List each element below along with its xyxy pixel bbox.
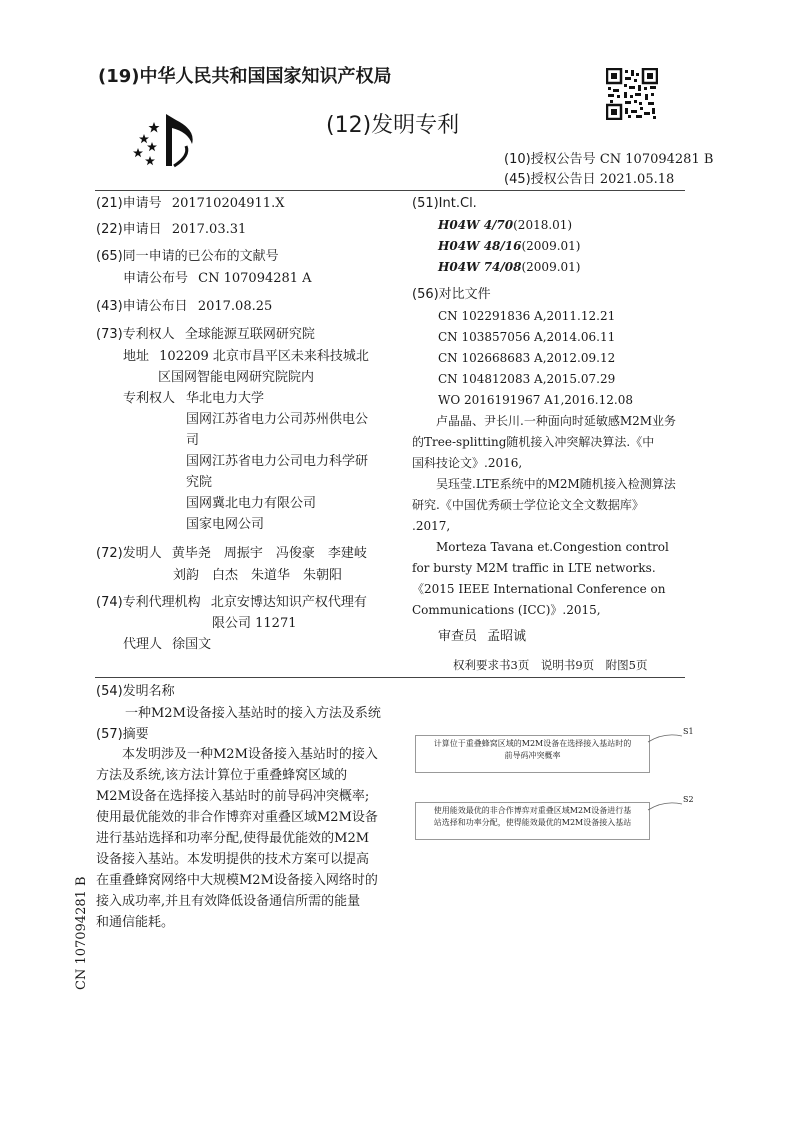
prior-publication-label: (65)同一申请的已公布的文献号 xyxy=(96,249,279,264)
inventor-label: (72)发明人 xyxy=(96,546,162,561)
cited-literature-line: 《2015 IEEE International Conference on xyxy=(412,582,666,596)
abstract-body xyxy=(96,746,378,935)
patentee: 全球能源互联网研究院 xyxy=(184,327,315,342)
co-patentee: 国网江苏省电力公司电力科学研 xyxy=(186,454,369,469)
ipc-label: (51)Int.Cl. xyxy=(412,196,477,211)
cited-reference: CN 102291836 A,2011.12.21 xyxy=(438,309,616,323)
application-number: 201710204911.X xyxy=(171,196,285,211)
authority-title: (19)中华人民共和国国家知识产权局 xyxy=(98,66,392,87)
grant-number: CN 107094281 B xyxy=(599,152,714,167)
grant-date: 2021.05.18 xyxy=(599,172,675,187)
s1-leader-line xyxy=(646,730,686,750)
publication-number-label: 申请公布号 xyxy=(123,271,189,286)
grant-number-label: (10)授权公告号 xyxy=(504,152,596,167)
co-patentee: 华北电力大学 xyxy=(186,391,265,406)
agency-line-2: 限公司 11271 xyxy=(212,616,297,631)
cited-literature-line: 吴珏莹.LTE系统中的M2M随机接入检测算法 xyxy=(412,477,676,491)
cited-literature-line: .2017, xyxy=(412,519,451,533)
s2-leader-line xyxy=(646,798,686,818)
examiner-label: 审查员 xyxy=(438,629,478,644)
abstract-line: 方法及系统,该方法计算位于重叠蜂窝区域的 xyxy=(96,768,348,783)
cited-literature-line: Morteza Tavana et.Congestion control xyxy=(412,540,669,554)
ipc-version: (2009.01) xyxy=(521,239,581,253)
examiner: 孟昭诚 xyxy=(487,629,527,644)
application-number-label: (21)申请号 xyxy=(96,196,162,211)
step-s2-label: S2 xyxy=(683,795,694,804)
co-patentee-label: 专利权人 xyxy=(123,391,176,406)
publication-number: CN 107094281 A xyxy=(198,271,312,286)
grant-date-row xyxy=(504,171,674,189)
application-date: 2017.03.31 xyxy=(171,222,247,237)
grant-date-label: (45)授权公告日 xyxy=(504,172,596,187)
cited-literature xyxy=(412,412,676,622)
publication-date-label: (43)申请公布日 xyxy=(96,299,188,314)
agency-line-1: 北京安博达知识产权代理有 xyxy=(210,595,367,610)
ipc-code: H04W 74/08 xyxy=(438,260,522,274)
co-patentee: 国网冀北电力有限公司 xyxy=(186,496,317,511)
side-document-number: CN 107094281 B xyxy=(74,876,89,990)
document-type: (12)发明专利 xyxy=(326,113,460,138)
inventors-line-2: 刘韵 白杰 朱道华 朱朝阳 xyxy=(173,568,343,583)
co-patentee: 国网江苏省电力公司苏州供电公 xyxy=(186,412,369,427)
inventors-line-1: 黄毕尧 周振宇 冯俊豪 李建岐 xyxy=(171,546,367,561)
cited-reference: CN 104812083 A,2015.07.29 xyxy=(438,372,616,386)
cited-literature-line: 国科技论文》.2016, xyxy=(412,456,523,470)
abstract-line: 本发明涉及一种M2M设备接入基站时的接入 xyxy=(96,747,378,762)
co-patentee: 司 xyxy=(186,433,200,448)
abstract-line: 在重叠蜂窝网络中大规模M2M设备接入网络时的 xyxy=(96,873,378,888)
co-patentee-list xyxy=(186,390,368,537)
abstract-line: 进行基站选择和功率分配,使得最优能效的M2M xyxy=(96,831,370,846)
step-s1-label: S1 xyxy=(683,727,694,736)
cited-reference: CN 102668683 A,2012.09.12 xyxy=(438,351,616,365)
qr-code-icon xyxy=(606,68,658,120)
agent: 徐国文 xyxy=(172,637,212,652)
ipc-version: (2009.01) xyxy=(521,260,581,274)
cited-literature-line: for bursty M2M traffic in LTE networks. xyxy=(412,561,656,575)
cited-reference: CN 103857056 A,2014.06.11 xyxy=(438,330,616,344)
step-s2-text: 站选择和功率分配，使得能效最优的M2M设备接入基站 xyxy=(433,818,632,827)
cited-literature-line: 研究.《中国优秀硕士学位论文全文数据库》 xyxy=(412,498,644,512)
co-patentee: 国家电网公司 xyxy=(186,517,265,532)
cited-references-label: (56)对比文件 xyxy=(412,287,491,302)
agent-label: 代理人 xyxy=(123,637,163,652)
step-s1-text: 前导码冲突概率 xyxy=(504,751,561,760)
page-counts: 权利要求书3页 说明书9页 附图5页 xyxy=(453,658,648,672)
ipc-version: (2018.01) xyxy=(513,218,573,232)
step-s1-box xyxy=(415,735,650,773)
invention-title-label: (54)发明名称 xyxy=(96,684,175,699)
abstract-line: 和通信能耗。 xyxy=(96,915,175,930)
abstract-line: 设备接入基站。本发明提供的技术方案可以提高 xyxy=(96,852,370,867)
cited-literature-line: 卢晶晶、尹长川.一种面向时延敏感M2M业务 xyxy=(412,414,677,428)
publication-date: 2017.08.25 xyxy=(197,299,273,314)
address-line-1: 102209 北京市昌平区未来科技城北 xyxy=(159,349,369,364)
cited-literature-line: 的Tree-splitting随机接入冲突解决算法.《中 xyxy=(412,435,655,449)
ipc-code: H04W 48/16 xyxy=(438,239,522,253)
patentee-label: (73)专利权人 xyxy=(96,327,175,342)
abstract-divider xyxy=(95,677,685,678)
abstract-line: 使用最优能效的非合作博弈对重叠区域M2M设备 xyxy=(96,810,378,825)
agency-label: (74)专利代理机构 xyxy=(96,595,201,610)
address-line-2: 区国网智能电网研究院院内 xyxy=(158,370,315,385)
step-s2-text: 使用能效最优的非合作博弈对重叠区域M2M设备进行基 xyxy=(433,806,632,815)
grant-number-row xyxy=(504,151,713,169)
step-s2-box xyxy=(415,802,650,840)
abstract-line: M2M设备在选择接入基站时的前导码冲突概率; xyxy=(96,789,370,804)
co-patentee: 究院 xyxy=(186,475,213,490)
application-date-label: (22)申请日 xyxy=(96,222,162,237)
header-divider xyxy=(95,190,685,191)
abstract-label: (57)摘要 xyxy=(96,727,149,742)
step-s1-text: 计算位于重叠蜂窝区域的M2M设备在选择接入基站时的 xyxy=(433,739,632,748)
cited-reference: WO 2016191967 A1,2016.12.08 xyxy=(438,393,633,407)
cnipa-emblem-icon xyxy=(130,110,210,170)
ipc-code: H04W 4/70 xyxy=(438,218,514,232)
address-label: 地址 xyxy=(123,349,150,364)
abstract-line: 接入成功率,并且有效降低设备通信所需的能量 xyxy=(96,894,361,909)
cited-literature-line: Communications (ICC)》.2015, xyxy=(412,603,601,617)
invention-title: 一种M2M设备接入基站时的接入方法及系统 xyxy=(125,706,381,721)
